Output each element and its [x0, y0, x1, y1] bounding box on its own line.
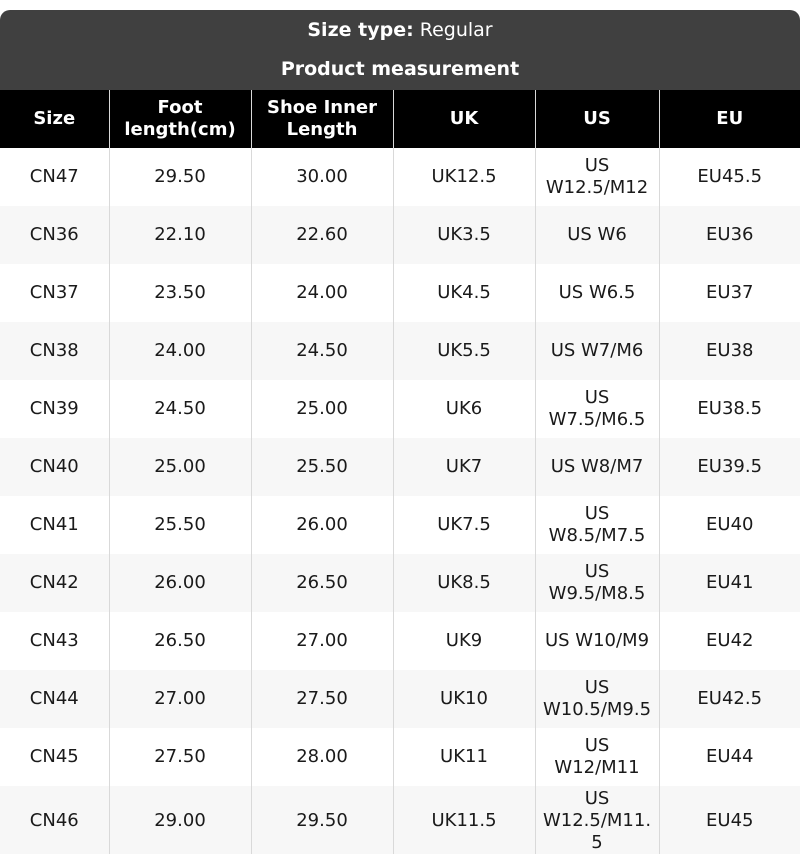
table-row	[0, 380, 800, 438]
cell-uk: UK12.5	[393, 148, 535, 206]
cell-size: CN41	[0, 496, 109, 554]
cell-uk: UK7	[393, 438, 535, 496]
table-row	[0, 438, 800, 496]
cell-eu: EU45	[659, 786, 800, 854]
cell-eu: EU41	[659, 554, 800, 612]
cell-eu: EU44	[659, 728, 800, 786]
cell-uk: UK8.5	[393, 554, 535, 612]
size-chart-title: Product measurement	[280, 58, 520, 80]
cell-size: CN43	[0, 612, 109, 670]
table-row	[0, 148, 800, 206]
cell-uk: UK6	[393, 380, 535, 438]
table-row	[0, 554, 800, 612]
cell-shoe-inner-length: 25.00	[251, 380, 393, 438]
cell-us: US W8/M7	[535, 438, 659, 496]
cell-size: CN37	[0, 264, 109, 322]
cell-us: US W10/M9	[535, 612, 659, 670]
cell-shoe-inner-length: 26.50	[251, 554, 393, 612]
cell-eu: EU36	[659, 206, 800, 264]
table-row	[0, 670, 800, 728]
cell-foot-length: 27.00	[109, 670, 251, 728]
cell-us: US W8.5/M7.5	[535, 496, 659, 554]
cell-foot-length: 26.00	[109, 554, 251, 612]
cell-uk: UK5.5	[393, 322, 535, 380]
size-type-value: Regular	[413, 19, 493, 41]
cell-us: US W12.5/M12	[535, 148, 659, 206]
cell-foot-length: 22.10	[109, 206, 251, 264]
cell-shoe-inner-length: 22.60	[251, 206, 393, 264]
cell-uk: UK3.5	[393, 206, 535, 264]
cell-shoe-inner-length: 30.00	[251, 148, 393, 206]
cell-shoe-inner-length: 29.50	[251, 786, 393, 854]
table-row	[0, 496, 800, 554]
table-row	[0, 264, 800, 322]
cell-size: CN36	[0, 206, 109, 264]
cell-size: CN47	[0, 148, 109, 206]
cell-uk: UK11.5	[393, 786, 535, 854]
cell-size: CN42	[0, 554, 109, 612]
cell-foot-length: 25.00	[109, 438, 251, 496]
cell-foot-length: 24.00	[109, 322, 251, 380]
cell-eu: EU42.5	[659, 670, 800, 728]
cell-foot-length: 27.50	[109, 728, 251, 786]
cell-us: US W12/M11	[535, 728, 659, 786]
cell-size: CN46	[0, 786, 109, 854]
cell-us: US W6.5	[535, 264, 659, 322]
cell-eu: EU45.5	[659, 148, 800, 206]
cell-shoe-inner-length: 27.00	[251, 612, 393, 670]
cell-size: CN38	[0, 322, 109, 380]
cell-us: US W10.5/M9.5	[535, 670, 659, 728]
cell-foot-length: 24.50	[109, 380, 251, 438]
size-chart-card	[0, 10, 800, 854]
cell-size: CN39	[0, 380, 109, 438]
table-row	[0, 786, 800, 854]
cell-us: US W7.5/M6.5	[535, 380, 659, 438]
cell-foot-length: 26.50	[109, 612, 251, 670]
column-header-foot-length: Foot length(cm)	[109, 90, 251, 148]
cell-shoe-inner-length: 24.50	[251, 322, 393, 380]
size-chart-table	[0, 90, 800, 854]
cell-eu: EU39.5	[659, 438, 800, 496]
column-header-eu: EU	[659, 90, 800, 148]
cell-shoe-inner-length: 25.50	[251, 438, 393, 496]
table-row	[0, 728, 800, 786]
cell-shoe-inner-length: 26.00	[251, 496, 393, 554]
cell-shoe-inner-length: 28.00	[251, 728, 393, 786]
column-header-shoe-inner-length: Shoe Inner Length	[251, 90, 393, 148]
cell-eu: EU37	[659, 264, 800, 322]
cell-us: US W12.5/M11.5	[535, 786, 659, 854]
cell-eu: EU42	[659, 612, 800, 670]
table-row	[0, 322, 800, 380]
table-row	[0, 612, 800, 670]
cell-foot-length: 29.50	[109, 148, 251, 206]
cell-shoe-inner-length: 24.00	[251, 264, 393, 322]
column-header-uk: UK	[393, 90, 535, 148]
cell-uk: UK9	[393, 612, 535, 670]
cell-foot-length: 25.50	[109, 496, 251, 554]
cell-eu: EU38.5	[659, 380, 800, 438]
cell-uk: UK7.5	[393, 496, 535, 554]
cell-size: CN45	[0, 728, 109, 786]
column-header-size: Size	[0, 90, 109, 148]
cell-uk: UK11	[393, 728, 535, 786]
cell-foot-length: 23.50	[109, 264, 251, 322]
table-row	[0, 206, 800, 264]
size-type-label: Size type:	[307, 19, 414, 41]
cell-shoe-inner-length: 27.50	[251, 670, 393, 728]
cell-us: US W9.5/M8.5	[535, 554, 659, 612]
cell-uk: UK10	[393, 670, 535, 728]
size-chart-banner	[0, 10, 800, 90]
cell-uk: UK4.5	[393, 264, 535, 322]
column-header-us: US	[535, 90, 659, 148]
table-header-row	[0, 90, 800, 148]
cell-size: CN44	[0, 670, 109, 728]
cell-us: US W7/M6	[535, 322, 659, 380]
cell-size: CN40	[0, 438, 109, 496]
size-type-line	[0, 10, 800, 50]
cell-eu: EU38	[659, 322, 800, 380]
cell-foot-length: 29.00	[109, 786, 251, 854]
cell-us: US W6	[535, 206, 659, 264]
cell-eu: EU40	[659, 496, 800, 554]
